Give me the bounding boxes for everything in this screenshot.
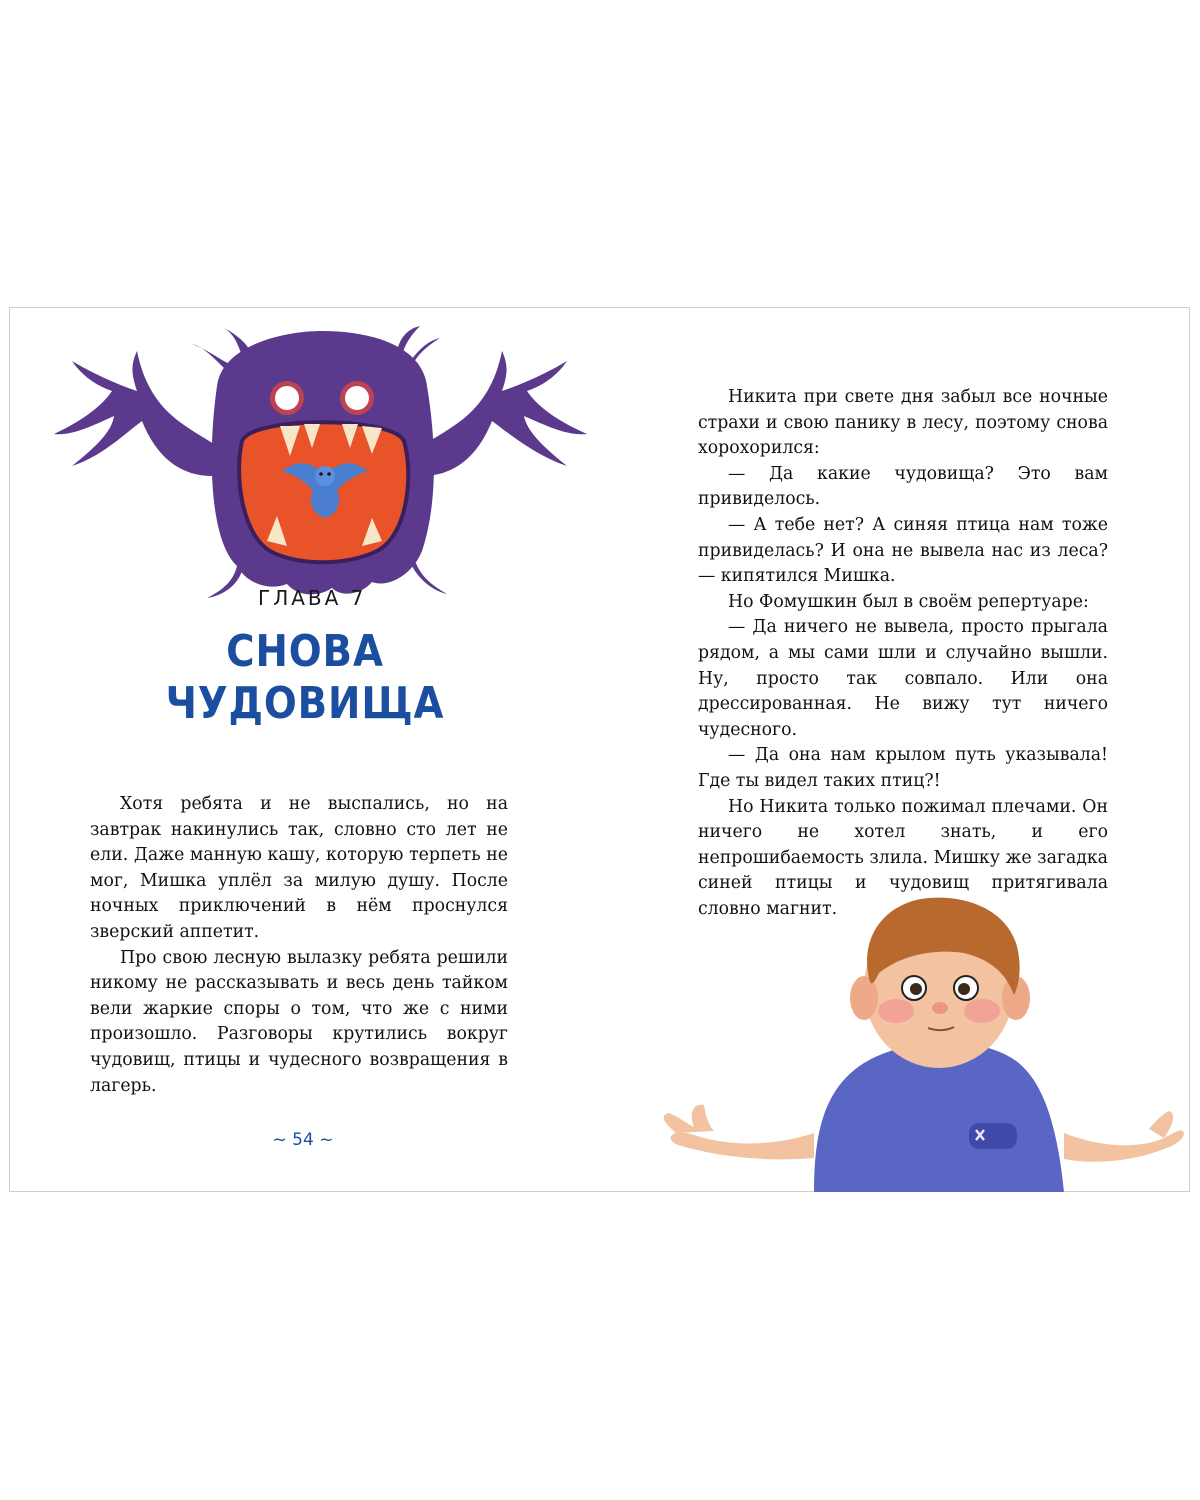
paragraph: Но Никита только пожимал плечами. Он ничего не хотел знать, и его непрошибаемость злила. Мишку же загадка синей птицы и чудовищ притягивала словно магнит. (698, 796, 1108, 919)
page-number: ~ 54 ~ (272, 1130, 334, 1150)
left-page (10, 308, 600, 1191)
right-page (600, 308, 1191, 1191)
boy-illustration (664, 883, 1184, 1192)
book-spread (9, 307, 1190, 1192)
right-page-text (698, 385, 1108, 922)
paragraph: Про свою лесную вылазку ребята решили никому не рассказывать и весь день тайком вели жаркие споры о том, что же с ними произошло. Разговоры крутились вокруг чудовищ, птицы и чудесного возвращения в лагерь. (90, 947, 508, 1096)
monster-illustration (42, 326, 602, 616)
chapter-label: ГЛАВА 7 (258, 586, 367, 610)
paragraph: — А тебе нет? А синяя птица нам тоже привиделась? И она не вывела нас из леса? — кипятился Мишка. (698, 514, 1108, 587)
paragraph: Но Фомушкин был в своём репертуаре: (728, 591, 1089, 612)
paragraph: — Да ничего не вывела, просто прыгала рядом, а мы сами шли и случайно вышли. Ну, просто так совпало. Или она дрессированная. Не вижу тут ничего чудесного. (698, 617, 1108, 740)
paragraph: — Да она нам крылом путь указывала! Где ты видел таких птиц?! (698, 745, 1108, 791)
chapter-title (133, 626, 476, 730)
chapter-title-line2: ЧУДОВИЩА (165, 678, 445, 729)
left-page-text (90, 792, 508, 1099)
paragraph: — Да какие чудовища? Это вам привиделось. (698, 463, 1108, 510)
chapter-title-line1: СНОВА (226, 626, 384, 677)
paragraph: Никита при свете дня забыл все ночные страхи и свою панику в лесу, поэтому снова хорохорился: (698, 387, 1108, 459)
paragraph: Хотя ребята и не выспались, но на завтрак накинулись так, словно сто лет не ели. Даже манную кашу, которую терпеть не мог, Мишка уплёл за милую душу. После ночных приключений в нём проснулся зверский аппетит. (90, 794, 508, 942)
